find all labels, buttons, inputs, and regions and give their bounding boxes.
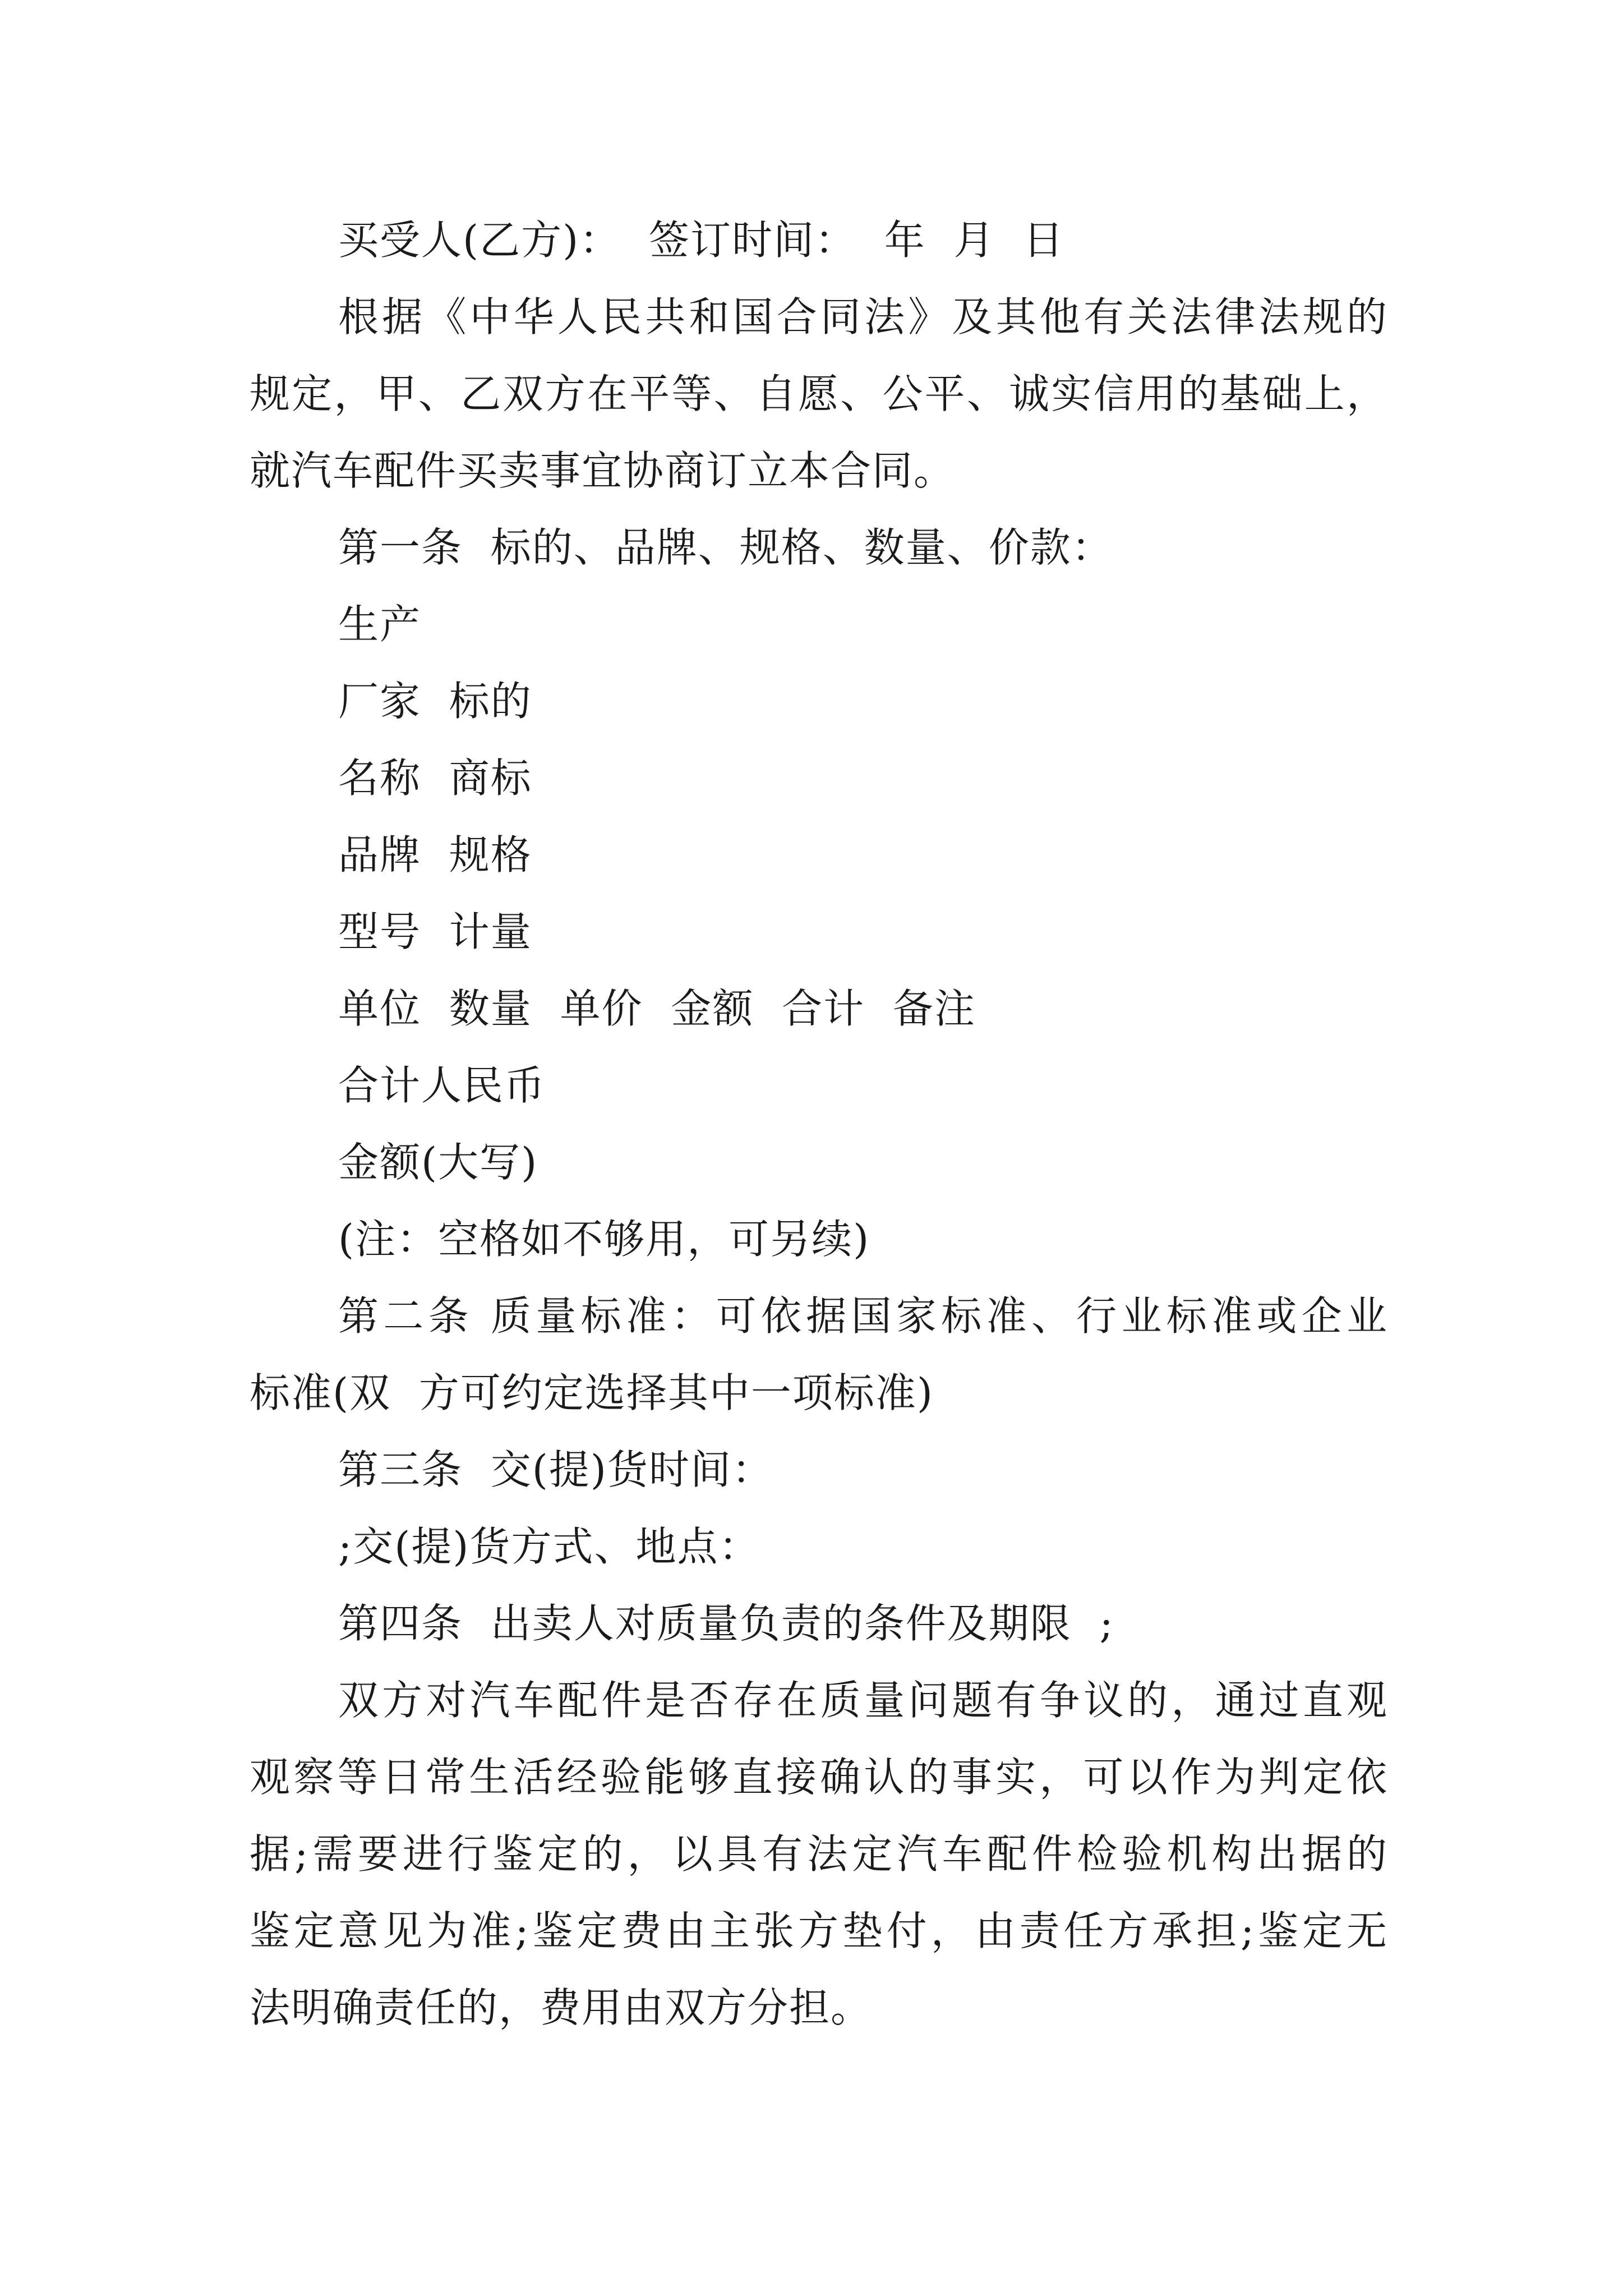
article-2-line-1: 第二条 质量标准：可依据国家标准、行业标准或企业 bbox=[338, 1292, 1388, 1340]
article-4-heading: 第四条 出卖人对质量负责的条件及期限 ; bbox=[338, 1600, 1114, 1647]
table-header-line-1: 生产 bbox=[338, 601, 422, 648]
total-rmb-line: 合计人民币 bbox=[338, 1062, 546, 1109]
dispute-paragraph-line-3: 据;需要进行鉴定的，以具有法定汽车配件检验机构出据的 bbox=[250, 1830, 1388, 1878]
preamble-line-2: 规定，甲、乙双方在平等、自愿、公平、诚实信用的基础上， bbox=[250, 370, 1388, 417]
article-2-line-2: 标准(双 方可约定选择其中一项标准) bbox=[250, 1369, 934, 1416]
dispute-paragraph-line-2: 观察等日常生活经验能够直接确认的事实，可以作为判定依 bbox=[250, 1754, 1388, 1801]
preamble-line-1: 根据《中华人民共和国合同法》及其他有关法律法规的 bbox=[338, 293, 1388, 341]
table-header-line-6: 单位 数量 单价 金额 合计 备注 bbox=[338, 985, 976, 1032]
dispute-paragraph-line-5: 法明确责任的，费用由双方分担。 bbox=[250, 1984, 873, 2031]
document-body bbox=[250, 202, 1388, 2046]
table-header-line-3: 名称 商标 bbox=[338, 754, 532, 802]
table-header-line-4: 品牌 规格 bbox=[338, 831, 532, 878]
dispute-paragraph-line-1: 双方对汽车配件是否存在质量问题有争议的，通过直观 bbox=[338, 1677, 1388, 1724]
amount-capital-line: 金额(大写) bbox=[338, 1139, 538, 1186]
article-3-line-1: 第三条 交(提)货时间： bbox=[338, 1446, 773, 1493]
article-3-line-2: ;交(提)货方式、地点： bbox=[338, 1523, 760, 1570]
article-1-heading: 第一条 标的、品牌、规格、数量、价款： bbox=[338, 524, 1113, 571]
dispute-paragraph-line-4: 鉴定意见为准;鉴定费由主张方垫付，由责任方承担;鉴定无 bbox=[250, 1907, 1388, 1954]
table-note-line: (注：空格如不够用，可另续) bbox=[338, 1216, 870, 1263]
table-header-line-5: 型号 计量 bbox=[338, 908, 532, 955]
table-header-line-2: 厂家 标的 bbox=[338, 678, 532, 725]
buyer-sign-date-line: 买受人(乙方)： 签订时间： 年 月 日 bbox=[338, 217, 1065, 264]
preamble-line-3: 就汽车配件买卖事宜协商订立本合同。 bbox=[250, 447, 956, 494]
